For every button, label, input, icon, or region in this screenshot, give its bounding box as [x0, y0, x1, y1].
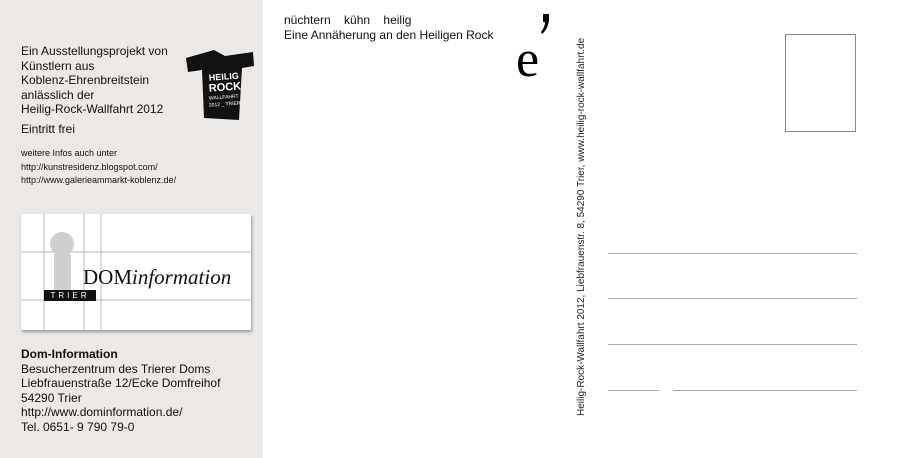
contact-phone: Tel. 0651- 9 790 79-0: [21, 419, 135, 434]
information-word: information: [132, 265, 232, 289]
brand-accent-mark: [540, 14, 550, 34]
city-line: [673, 390, 857, 391]
address-line: [608, 253, 857, 254]
contact-name: Dom-Information: [21, 347, 118, 361]
more-info-link[interactable]: http://www.galerieammarkt-koblenz.de/: [21, 175, 177, 185]
headline-word: heilig: [383, 13, 412, 27]
contact-line: Besucherzentrum des Trierer Doms: [21, 361, 211, 376]
contact-line: 54290 Trier: [21, 390, 82, 405]
contact-block: [21, 347, 220, 434]
logo-text-rock: ROCK: [208, 80, 242, 95]
vertical-sender-address: Heilig-Rock-Wallfahrt 2012, Liebfrauenstr. 8, 54290 Trier, www.heilig-rock-wallfahrt.de: [576, 37, 587, 416]
contact-website[interactable]: http://www.dominformation.de/: [21, 405, 183, 419]
headline: [284, 13, 493, 42]
brand-letter-logo: e: [516, 31, 540, 88]
intro-line: Heilig-Rock-Wallfahrt 2012: [21, 102, 164, 116]
heilig-rock-logo: [184, 46, 255, 120]
more-info: [21, 147, 176, 188]
entry-free-text: Eintritt frei: [21, 122, 76, 136]
intro-line: Künstlern aus: [21, 58, 95, 73]
intro-line: Koblenz-Ehrenbreitstein: [21, 73, 150, 87]
intro-text: [21, 44, 181, 117]
headline-subtitle: Eine Annäherung an den Heiligen Rock: [284, 27, 494, 42]
dom-information-logo: [21, 214, 251, 330]
logo-text-heilig: HEILIG: [208, 70, 240, 83]
postcode-line: [608, 390, 659, 391]
trier-badge: TRIER: [44, 290, 96, 301]
intro-line: Ein Ausstellungsprojekt von: [21, 44, 168, 58]
address-line: [608, 344, 857, 345]
address-line: [608, 298, 857, 299]
contact-line: Liebfrauenstraße 12/Ecke Domfreihof: [21, 376, 221, 390]
headline-word: nüchtern: [284, 13, 331, 27]
more-info-heading: weitere Infos auch unter: [21, 148, 118, 158]
dom-logo-wordmark: [83, 265, 231, 290]
stamp-box: [785, 34, 856, 132]
dom-word: DOM: [83, 265, 133, 289]
more-info-link[interactable]: http://kunstresidenz.blogspot.com/: [21, 161, 158, 172]
intro-line: anlässlich der: [21, 87, 95, 102]
headline-word: kühn: [344, 13, 371, 27]
logo-text-year: 2012 _ TRIER: [208, 100, 241, 109]
headline-words: [284, 13, 493, 28]
logo-text-wallfahrt: WALLFAHRT: [208, 93, 239, 102]
